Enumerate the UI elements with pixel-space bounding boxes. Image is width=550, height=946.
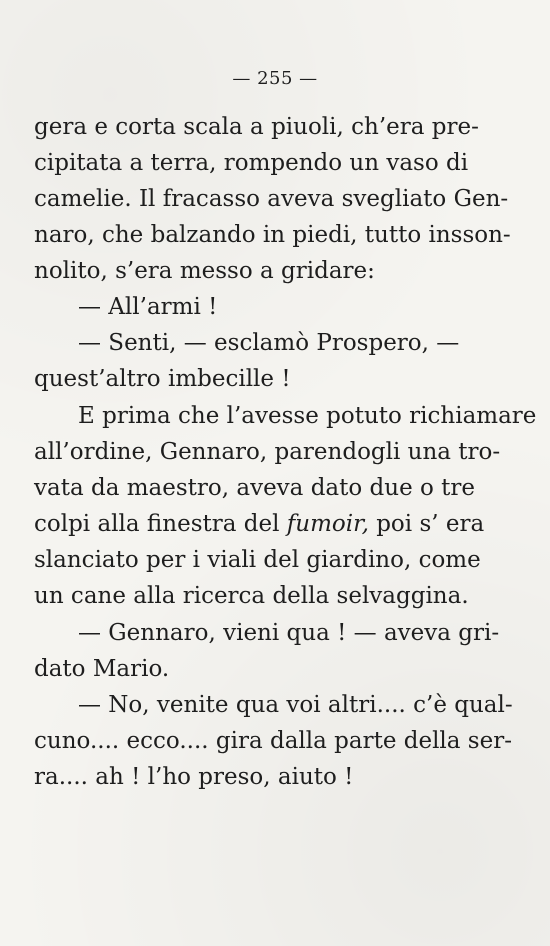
text-line: naro, che balzando in piedi, tutto insson- [34, 222, 511, 248]
dialogue-line: — Gennaro, vieni qua ! — aveva gri- [78, 620, 500, 646]
italic-word: fumoir, [286, 511, 369, 537]
text-line: cipitata a terra, rompendo un vaso di [34, 150, 469, 176]
page-number: — 255 — [232, 68, 318, 89]
dialogue-line: — Senti, — esclamò Prospero, — [78, 330, 460, 356]
dialogue-line: — All’armi ! [78, 294, 218, 320]
dialogue-line: — No, venite qua voi altri.... c’è qual- [78, 692, 513, 718]
text-line: E prima che l’avesse potuto richiamare [78, 403, 537, 429]
text-line: dato Mario. [34, 656, 170, 682]
text-segment: poi s’ era [368, 511, 485, 537]
text-line: slanciato per i viali del giardino, come [34, 547, 481, 573]
text-line: ra.... ah ! l’ho preso, aiuto ! [34, 764, 354, 790]
text-line: cuno.... ecco.... gira dalla parte della ser- [34, 728, 512, 754]
text-line: quest’altro imbecille ! [34, 366, 291, 392]
text-line: all’ordine, Gennaro, parendogli una tro- [34, 439, 501, 465]
text-line: vata da maestro, aveva dato due o tre [34, 475, 475, 501]
text-line: gera e corta scala a piuoli, ch’era pre- [34, 114, 479, 140]
text-line: camelie. Il fracasso aveva svegliato Gen- [34, 186, 509, 212]
text-segment: colpi alla finestra del [34, 511, 287, 537]
text-line: un cane alla ricerca della selvaggina. [34, 583, 469, 609]
text-line-with-italic [34, 506, 485, 542]
text-line: nolito, s’era messo a gridare: [34, 258, 375, 284]
